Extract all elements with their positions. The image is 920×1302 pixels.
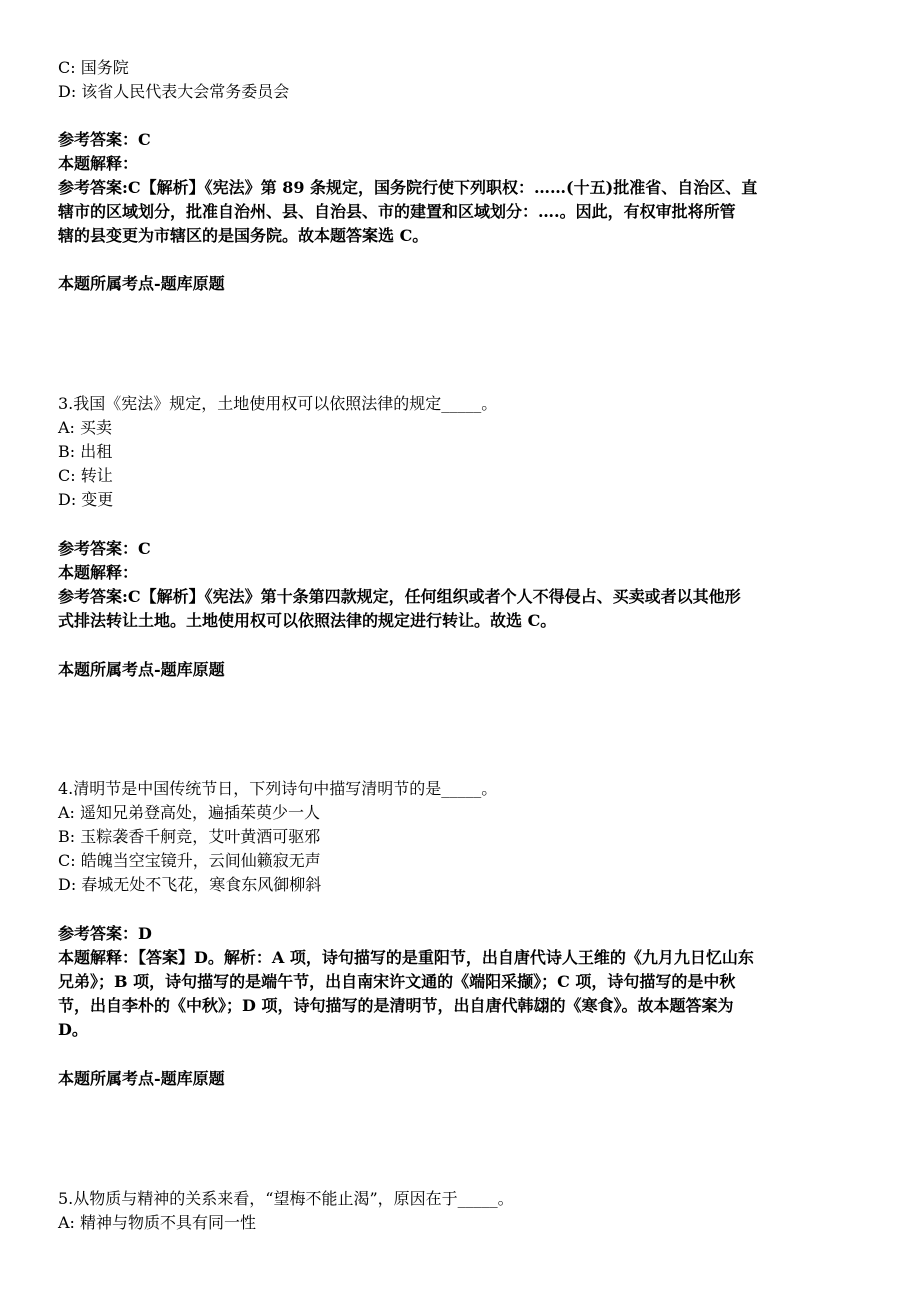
- q3-explain-line-1: 参考答案:C【解析】《宪法》第十条第四款规定，任何组织或者个人不得侵占、买卖或者以其他形: [58, 587, 741, 606]
- q4-option-a: A: 遥知兄弟登高处，遍插茱萸少一人: [58, 803, 321, 822]
- q4-option-c: C: 皓魄当空宝镜升，云间仙籁寂无声: [58, 851, 321, 870]
- q3-explain-label: 本题解释：: [58, 563, 139, 582]
- q3-answer: 参考答案：C: [58, 539, 151, 558]
- q2-explain-line-1: 参考答案:C【解析】《宪法》第 89 条规定，国务院行使下列职权：……(十五)批准省、自治区、直: [58, 178, 758, 197]
- q3-question: 3.我国《宪法》规定，土地使用权可以依照法律的规定_____。: [58, 394, 498, 413]
- q4-explain-line-2: 兄弟》；B 项，诗句描写的是端午节，出自南宋许文通的《端阳采撷》；C 项，诗句描写的是中秋: [58, 972, 736, 991]
- q2-explain-label: 本题解释：: [58, 154, 139, 173]
- q2-explain-line-2: 辖市的区域划分，批准自治州、县、自治县、市的建置和区域划分：….。因此，有权审批将所管: [58, 202, 736, 221]
- q3-option-a: A: 买卖: [58, 418, 113, 437]
- q2-option-c: C: 国务院: [58, 58, 129, 77]
- q4-explain-line-1: 本题解释：【答案】D。解析：A 项，诗句描写的是重阳节，出自唐代诗人王维的《九月九日忆山东: [58, 948, 754, 967]
- q4-explain-line-3: 节，出自李朴的《中秋》；D 项，诗句描写的是清明节，出自唐代韩翃的《寒食》。故本题答案为: [58, 996, 734, 1015]
- q2-answer: 参考答案：C: [58, 130, 151, 149]
- q3-explain-line-2: 式排法转让土地。土地使用权可以依照法律的规定进行转让。故选 C。: [58, 611, 557, 630]
- q4-topic: 本题所属考点-题库原题: [58, 1069, 225, 1088]
- q4-question: 4.清明节是中国传统节日，下列诗句中描写清明节的是_____。: [58, 779, 498, 798]
- q2-topic: 本题所属考点-题库原题: [58, 274, 225, 293]
- q5-question: 5.从物质与精神的关系来看，“望梅不能止渴”，原因在于_____。: [58, 1189, 514, 1208]
- q4-explain-line-4: D。: [58, 1020, 88, 1039]
- q3-option-d: D: 变更: [58, 490, 114, 509]
- q3-topic: 本题所属考点-题库原题: [58, 660, 225, 679]
- q4-answer: 参考答案：D: [58, 924, 152, 943]
- q4-option-b: B: 玉粽袭香千舸竞，艾叶黄酒可驱邪: [58, 827, 321, 846]
- q2-option-d: D: 该省人民代表大会常务委员会: [58, 82, 290, 101]
- q5-option-a: A: 精神与物质不具有同一性: [58, 1213, 257, 1232]
- q2-explain-line-3: 辖的县变更为市辖区的是国务院。故本题答案选 C。: [58, 226, 429, 245]
- q4-option-d: D: 春城无处不飞花，寒食东风御柳斜: [58, 875, 322, 894]
- q3-option-c: C: 转让: [58, 466, 113, 485]
- q3-option-b: B: 出租: [58, 442, 113, 461]
